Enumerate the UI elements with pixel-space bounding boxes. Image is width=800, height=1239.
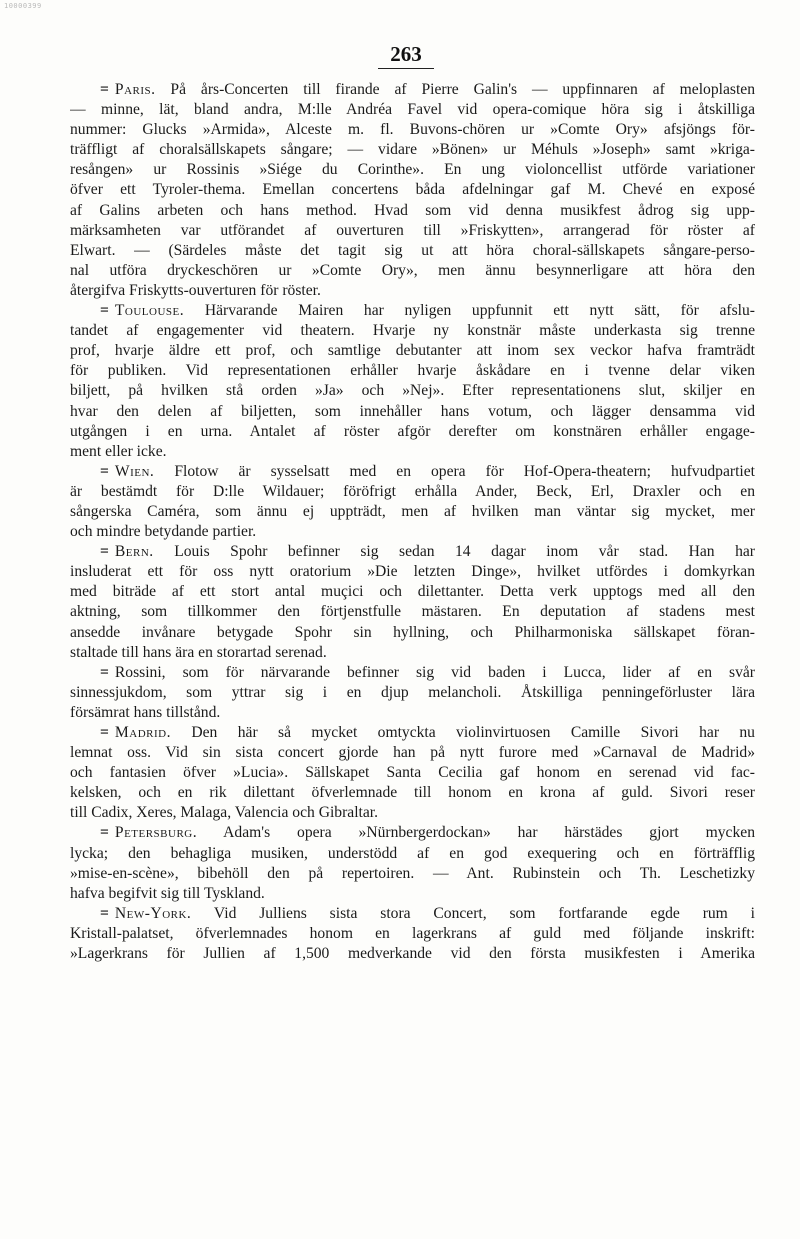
line-text: och mindre betydande partier.: [70, 523, 257, 541]
text-line: [70, 542, 755, 562]
text-line: [70, 602, 755, 622]
text-line: [70, 763, 755, 783]
text-line: [70, 381, 755, 401]
line-text: »Lagerkrans för Jullien af 1,500 medverkande vid den första musikfesten i Amerika: [70, 945, 755, 963]
section-sign: =: [100, 81, 109, 98]
text-line: [70, 944, 755, 964]
text-line: [70, 140, 755, 160]
page-number: 263: [390, 42, 422, 66]
text-line: [70, 663, 755, 683]
text-line: [70, 160, 755, 180]
line-text: Flotow är sysselsatt med en opera för Hof-Opera-theatern; hufvudpartiet: [174, 462, 755, 480]
place-heading: Paris.: [114, 81, 156, 98]
text-line: [70, 341, 755, 361]
text-line: [70, 803, 755, 823]
line-text: med biträde af ett stort antal muçici och dilettanter. Detta verk upptogs med all den: [70, 583, 755, 601]
text-line: [70, 823, 755, 843]
line-text: Adam's opera »Nürnbergerdockan» har härstädes gjort mycken: [223, 824, 755, 842]
line-text: — minne, lät, bland andra, M:lle Andréa Favel vid opera-comique höra sig i åtskilliga: [70, 101, 755, 119]
line-text: till Cadix, Xeres, Malaga, Valencia och Gibraltar.: [70, 804, 379, 822]
line-text: lycka; den behagliga musiken, understödd af en god exequering och en förträfflig: [70, 844, 755, 862]
text-line: [70, 301, 755, 321]
text-line: [70, 241, 755, 261]
text-line: [70, 562, 755, 582]
line-text: träffligt af choralsällskapets sångare; — vidare »Bönen» ur Méhuls »Joseph» samt »kriga-: [70, 141, 755, 159]
place-heading: Madrid.: [114, 724, 171, 741]
place-heading: Bern.: [114, 543, 154, 561]
line-text: Elwart. — (Särdeles måste det tagit sig ut att höra choral-sällskapets sångare-perso-: [70, 241, 755, 259]
place-heading: Wien.: [114, 462, 155, 480]
text-line: [70, 643, 755, 663]
text-line: [70, 120, 755, 140]
line-text: På års-Concerten till firande af Pierre Galin's — uppfinnaren af meloplasten: [170, 81, 755, 98]
line-text: kelsken, och en rik dilettant öfverlemnade till honom en krona af guld. Sivori reser: [70, 784, 755, 802]
text-line: [70, 522, 755, 542]
text-line: [70, 201, 755, 221]
line-text: prof, hvarje äldre ett prof, och samtlige debutanter att inom sex veckor hafva framträdt: [70, 342, 755, 360]
section-sign: =: [100, 302, 109, 320]
section-sign: =: [100, 543, 109, 561]
text-line: [70, 844, 755, 864]
text-line: [70, 422, 755, 442]
line-text: sångerska Caméra, som ännu ej uppträdt, men af hvilken man väntar sig mycket, mer: [70, 502, 755, 520]
section-sign: =: [100, 462, 109, 480]
line-text: lemnat oss. Vid sin sista concert gjorde han på nytt furore med »Carnaval de Madrid»: [70, 744, 755, 762]
place-heading: New-York.: [114, 904, 192, 922]
line-text: är bestämdt för D:lle Wildauer; föröfrigt erhålla Ander, Beck, Erl, Draxler och en: [70, 482, 755, 500]
line-text: ansedde invånare betygade Spohr sin hyllning, och Philharmoniska sällskapet föran-: [70, 623, 755, 641]
line-text: hafva begifvit sig till Tyskland.: [70, 884, 265, 902]
text-line: [70, 884, 755, 904]
line-text: sinnessjukdom, som yttrar sig i en djup melancholi. Åtskilliga penningeförluster lära: [70, 683, 755, 701]
line-text: tandet af engagementer vid theatern. Hvarje ny konstnär måste underkasta sig trenne: [70, 322, 755, 340]
line-text: Den här så mycket omtyckta violinvirtuosen Camille Sivori har nu: [191, 724, 755, 741]
text-line: [70, 462, 755, 482]
line-text: insluderat ett för oss nytt oratorium »Die letzten Dinge», hvilket utfördes i domkyrkan: [70, 563, 755, 581]
text-line: [70, 361, 755, 381]
text-line: [70, 924, 755, 944]
line-text: nummer: Glucks »Armida», Alceste m. fl. Buvons-chören ur »Comte Ory» afsjöngs för-: [70, 121, 755, 139]
line-text: ment eller icke.: [70, 442, 167, 460]
line-text: Härvarande Mairen har nyligen uppfunnit ett nytt sätt, för afslu-: [204, 302, 755, 320]
text-line: [70, 402, 755, 422]
text-line: [70, 623, 755, 643]
text-line: [70, 723, 755, 743]
place-heading: Petersburg.: [114, 824, 198, 842]
line-text: »mise-en-scène», bibehöll den på repertoiren. — Ant. Rubinstein och Th. Leschetizky: [70, 864, 755, 882]
line-text: för publiken. Vid representationen erhåller hvarje åskådare en i tvenne delar viken: [70, 362, 755, 380]
section-sign: =: [100, 663, 109, 681]
section-sign: =: [100, 824, 109, 842]
text-line: [70, 281, 755, 301]
text-line: [70, 683, 755, 703]
section-sign: =: [100, 904, 109, 922]
text-line: [70, 703, 755, 723]
place-heading: Toulouse.: [114, 302, 185, 320]
line-text: återgifva Friskytts-ouverturen för röster.: [70, 281, 321, 299]
text-line: [70, 221, 755, 241]
line-text: aktning, som tillkommer den förtjenstfulle mästaren. En deputation af stadens mest: [70, 603, 755, 621]
line-text: Rossini, som för närvarande befinner sig vid baden i Lucca, lider af en svår: [114, 663, 755, 681]
line-text: Kristall-palatset, öfverlemnades honom en lagerkrans af guld med följande inskrift:: [70, 924, 755, 942]
archive-id-mark: 10000399: [4, 2, 42, 10]
line-text: utgången i en urna. Antalet af röster afgör derefter om konstnären erhåller engage-: [70, 422, 755, 440]
text-line: [70, 743, 755, 763]
text-line: [70, 80, 755, 100]
line-text: märksamheten var utförandet af ouverturen till »Friskytten», arrangerad för röster af: [70, 221, 755, 239]
text-line: [70, 100, 755, 120]
text-line: [70, 261, 755, 281]
line-text: nal utföra dryckeschören ur »Comte Ory», men ännu besynnerligare att höra den: [70, 261, 755, 279]
text-line: [70, 864, 755, 884]
line-text: staltade till hans ära en storartad serenad.: [70, 643, 327, 661]
text-line: [70, 582, 755, 602]
page-number-rule: [378, 68, 434, 69]
text-line: [70, 482, 755, 502]
line-text: Vid Julliens sista stora Concert, som fortfarande egde rum i: [213, 904, 755, 922]
text-line: [70, 321, 755, 341]
line-text: försämrat hans tillstånd.: [70, 703, 221, 721]
line-text: hvar den delen af biljetten, som innehåller hans votum, och lägger densamma vid: [70, 402, 755, 420]
text-line: [70, 783, 755, 803]
line-text: af Galins arbeten och hans method. Hvad som vid denna musikfest ådrog sig upp-: [70, 201, 755, 219]
section-sign: =: [100, 724, 109, 741]
line-text: och fantasien öfver »Lucia». Sällskapet Santa Cecilia gaf honom en serenad vid fac-: [70, 764, 755, 782]
line-text: resången» ur Rossinis »Siége du Corinthe». En ung violoncellist utförde variationer: [70, 161, 755, 179]
line-text: Louis Spohr befinner sig sedan 14 dagar inom vår stad. Han har: [174, 543, 755, 561]
body-text: [70, 80, 755, 964]
text-line: [70, 502, 755, 522]
line-text: biljett, på hvilken stå orden »Ja» och »Nej». Efter representationens slut, skiljer en: [70, 382, 755, 400]
line-text: öfver ett Tyroler-thema. Emellan concertens båda afdelningar gaf M. Chevé en exposé: [70, 181, 755, 199]
text-line: [70, 904, 755, 924]
text-line: [70, 180, 755, 200]
text-line: [70, 442, 755, 462]
